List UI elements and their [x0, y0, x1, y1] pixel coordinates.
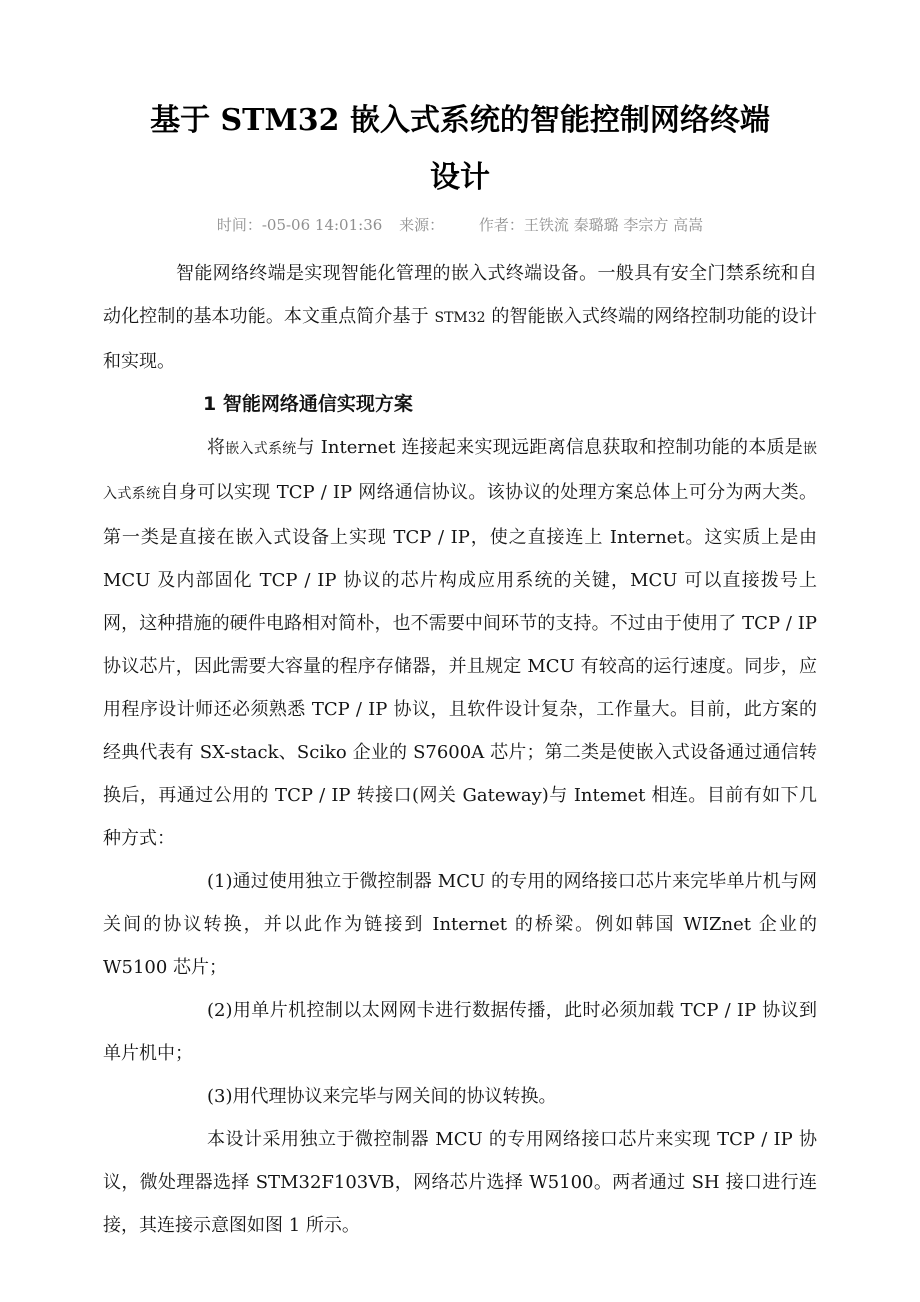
- text-run: 将: [207, 437, 226, 458]
- text-run: 自身可以实现 TCP / IP 网络通信协议。该协议的处理方案总体上可分为两大类。第一类是直接在嵌入式设备上实现 TCP / IP，使之直接连上 Internet。这实质上是由 MCU 及内部固化 TCP / IP 协议的芯片构成应用系统的关键，MCU 可以直接拨号上网，这种措施的硬件电路相对简朴，也不需要中间环节的支持。不过由于使用了 TCP / IP 协议芯片，因此需要大容量的程序存储器，并且规定 MCU 有较高的运行速度。同步，应用程序设计师还必须熟悉 TCP / IP 协议，且软件设计复杂，工作量大。目前，此方案的经典代表有 SX-stack、Sciko 企业的 S7600A 芯片；第二类是使嵌入式设备通过通信转换后，再通过公用的 TCP / IP 转接口(网关 Gateway)与 Intemet 相连。目前有如下几种方式：: [103, 482, 817, 849]
- text-run: 的智能嵌入式终端的网络控制功能的设计和实现。: [103, 306, 817, 372]
- text-run: (1)通过使用独立于微控制器 MCU 的专用的网络接口芯片来完毕单片机与网关间的协议转换，并以此作为链接到 Internet 的桥梁。例如韩国 WIZnet 企业的 W5100 芯片；: [103, 871, 817, 978]
- meta-source-label: 来源：: [399, 216, 445, 234]
- paragraph-method-2: [103, 989, 817, 1075]
- paragraph-method-1: [103, 860, 817, 989]
- text-run: 1 智能网络通信实现方案: [203, 393, 413, 415]
- text-run: 本设计采用独立于微控制器 MCU 的专用网络接口芯片来实现 TCP / IP 协议，微处理器选择 STM32F103VB，网络芯片选择 W5100。两者通过 SH 接口进行连接，其连接示意图如图 1 所示。: [103, 1129, 817, 1236]
- paragraph-intro: [103, 252, 817, 383]
- paragraph-scheme-overview: [103, 426, 817, 860]
- article-body: [103, 252, 817, 1247]
- text-run: (3)用代理协议来完毕与网关间的协议转换。: [207, 1086, 557, 1107]
- text-run: (2)用单片机控制以太网网卡进行数据传播，此时必须加载 TCP / IP 协议到单片机中；: [103, 1000, 817, 1064]
- text-run: 与 Internet 连接起来实现远距离信息获取和控制功能的本质是: [296, 437, 804, 458]
- meta-time-value: -05-06 14:01:36: [261, 216, 383, 234]
- meta-authors: 王铁流 秦璐璐 李宗方 高嵩: [523, 216, 704, 234]
- text-run: 智能网络终端是实现智能化管理的嵌入式终端设备。一般具有安全门禁系统和自动化控制的基本功能。本文重点简介基于: [103, 263, 817, 327]
- text-run-small: STM32: [434, 310, 486, 326]
- document-title: 基于 STM32 嵌入式系统的智能控制网络终端设计: [150, 103, 770, 195]
- text-run-small: 嵌入式系统: [225, 441, 297, 457]
- section-heading-1: [103, 383, 817, 426]
- meta-line: [103, 214, 817, 236]
- text-run-small: 嵌入式系统: [103, 441, 818, 502]
- paragraph-method-3: [103, 1075, 817, 1118]
- paragraph-design-choice: [103, 1118, 817, 1247]
- meta-time-label: 时间：: [216, 216, 262, 234]
- meta-author-label: 作者：: [478, 216, 524, 234]
